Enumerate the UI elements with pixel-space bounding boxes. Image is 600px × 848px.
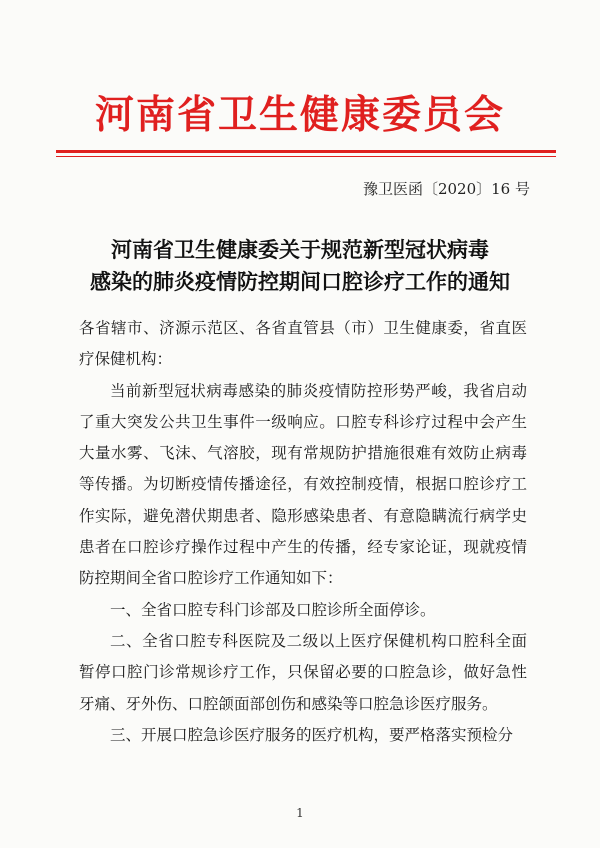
list-item-2: 二、全省口腔专科医院及二级以上医疗保健机构口腔科全面暂停口腔门诊常规诊疗工作，只保留必要的口腔急诊，做好急性牙痛、牙外伤、口腔颌面部创伤和感染等口腔急诊医疗服务。 — [79, 631, 527, 713]
letterhead-rule-thick — [56, 150, 556, 153]
list-item-1: 一、全省口腔专科门诊部及口腔诊所全面停诊。 — [110, 600, 436, 619]
page-number: 1 — [296, 806, 304, 820]
paragraph-intro: 当前新型冠状病毒感染的肺炎疫情防控形势严峻，我省启动了重大突发公共卫生事件一级响应。口腔专科诊疗过程中会产生大量水雾、飞沫、气溶胶，现有常规防护措施很难有效防止病毒等传播。为切断疫情传播途径，有效控制疫情，根据口腔诊疗工作实际，避免潜伏期患者、隐形感染患者、有意隐瞒流行病学史患者在口腔诊疗操作过程中产生的传播，经专家论证，现就疫情防控期间全省口腔诊疗工作通知如下： — [79, 381, 527, 588]
title-line-2: 感染的肺炎疫情防控期间口腔诊疗工作的通知 — [90, 269, 510, 294]
title-line-1: 河南省卫生健康委关于规范新型冠状病毒 — [111, 237, 489, 262]
letterhead-rule-thin — [56, 156, 556, 157]
document-title — [0, 234, 600, 298]
document-number: 豫卫医函〔2020〕16 号 — [362, 180, 530, 198]
list-item-3: 三、开展口腔急诊医疗服务的医疗机构，要严格落实预检分 — [110, 725, 514, 744]
salutation: 各省辖市、济源示范区、各省直管县（市）卫生健康委，省直医疗保健机构： — [79, 319, 527, 369]
letterhead-title: 河南省卫生健康委员会 — [94, 92, 505, 138]
document-body — [79, 313, 527, 751]
